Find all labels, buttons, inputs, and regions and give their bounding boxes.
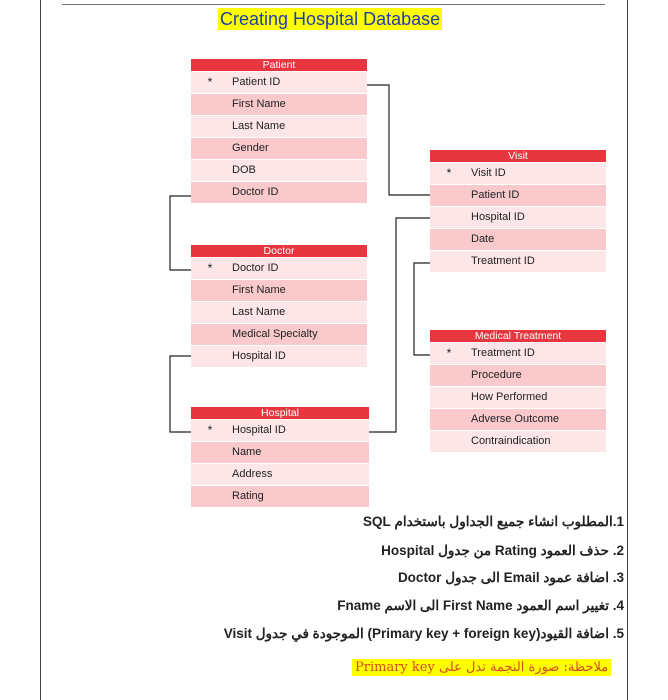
table-row xyxy=(430,163,606,185)
primary-key-star-icon: * xyxy=(207,423,213,437)
table-row xyxy=(191,72,367,94)
field-label: Contraindication xyxy=(471,435,551,447)
primary-key-star-icon: * xyxy=(207,261,213,275)
task-5: 5. اضافة القيود(Primary key + foreign key) الموجودة في جدول Visit xyxy=(223,626,624,641)
link-visit-treatment xyxy=(414,263,430,355)
primary-key-star-icon: * xyxy=(207,75,213,89)
table-header: Hospital xyxy=(191,407,369,420)
task-1: 1.المطلوب انشاء جميع الجداول باستخدام SQL xyxy=(362,514,624,529)
visit-table xyxy=(430,150,606,273)
table-header: Patient xyxy=(191,59,367,72)
field-label: Doctor ID xyxy=(232,262,279,274)
hospital-table xyxy=(191,407,369,508)
link-hospital-visit xyxy=(369,218,430,432)
table-row xyxy=(430,207,606,229)
table-row xyxy=(430,365,606,387)
table-row xyxy=(191,464,369,486)
table-row xyxy=(191,116,367,138)
page-title: Creating Hospital Database xyxy=(220,9,441,29)
primary-key-star-icon: * xyxy=(446,346,452,360)
field-label: Patient ID xyxy=(471,189,520,201)
medical-treatment-table xyxy=(430,330,606,453)
field-label: Visit ID xyxy=(471,167,506,179)
link-patient-visit xyxy=(367,85,430,195)
table-row xyxy=(191,280,367,302)
table-row xyxy=(191,302,367,324)
table-row xyxy=(430,409,606,431)
task-3: 3. اضافة عمود Email الى جدول Doctor xyxy=(397,570,624,585)
field-label: Hospital ID xyxy=(471,211,525,223)
table-row xyxy=(430,387,606,409)
field-label: Adverse Outcome xyxy=(471,413,560,425)
table-row xyxy=(191,182,367,204)
table-row xyxy=(430,251,606,273)
field-label: Rating xyxy=(232,490,264,502)
table-row xyxy=(191,324,367,346)
field-label: Address xyxy=(232,468,273,480)
field-label: Date xyxy=(471,233,495,245)
table-row xyxy=(191,420,369,442)
table-header: Doctor xyxy=(191,245,367,258)
doctor-table xyxy=(191,245,367,368)
field-label: Last Name xyxy=(232,306,286,318)
table-row xyxy=(191,442,369,464)
field-label: First Name xyxy=(232,284,286,296)
field-label: Treatment ID xyxy=(471,255,535,267)
task-2: 2. حذف العمود Rating من جدول Hospital xyxy=(381,543,624,558)
field-label: How Performed xyxy=(471,391,548,403)
table-row xyxy=(430,343,606,365)
table-row xyxy=(430,185,606,207)
field-label: Gender xyxy=(232,142,269,154)
field-label: Treatment ID xyxy=(471,347,535,359)
table-row xyxy=(191,160,367,182)
table-row xyxy=(191,94,367,116)
table-row xyxy=(191,138,367,160)
table-header: Medical Treatment xyxy=(430,330,606,343)
table-row xyxy=(191,258,367,280)
field-label: Last Name xyxy=(232,120,286,132)
table-row xyxy=(430,431,606,453)
patient-table xyxy=(191,59,367,204)
field-label: Name xyxy=(232,446,262,458)
primary-key-star-icon: * xyxy=(446,166,452,180)
table-row xyxy=(191,346,367,368)
link-patient-doctor xyxy=(170,196,191,270)
field-label: Doctor ID xyxy=(232,186,279,198)
table-header: Visit xyxy=(430,150,606,163)
field-label: Procedure xyxy=(471,369,522,381)
primary-key-note: ملاحظة: صورة النجمة تدل على Primary key xyxy=(352,659,611,676)
table-row xyxy=(191,486,369,508)
link-doctor-hospital xyxy=(170,356,191,432)
field-label: Hospital ID xyxy=(232,424,286,436)
table-row xyxy=(430,229,606,251)
field-label: Hospital ID xyxy=(232,350,286,362)
field-label: First Name xyxy=(232,98,286,110)
field-label: DOB xyxy=(232,164,256,176)
field-label: Medical Specialty xyxy=(232,328,318,340)
task-4: 4. تغيير اسم العمود First Name الى الاسم Fname xyxy=(337,598,624,613)
field-label: Patient ID xyxy=(232,76,281,88)
